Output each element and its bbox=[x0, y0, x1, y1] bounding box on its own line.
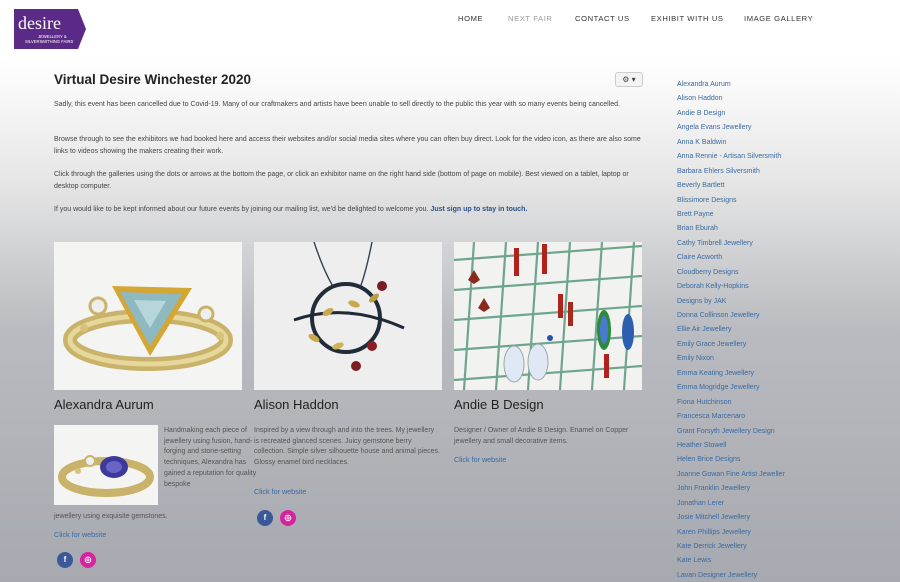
sidebar-exhibitor-link[interactable]: Francesca Marcenaro bbox=[677, 413, 746, 421]
sidebar-exhibitor-link[interactable]: Lavan Designer Jewellery bbox=[677, 571, 758, 579]
andie-b-design-description: Designer / Owner of Andie B Design. Enamel on Copper jewellery and small decorative items. bbox=[454, 427, 629, 445]
sidebar-exhibitor-link[interactable]: Claire Acworth bbox=[677, 254, 723, 262]
site-header bbox=[0, 0, 900, 58]
logo-tagline-1: JEWELLERY & bbox=[38, 34, 67, 39]
sidebar-exhibitor-link[interactable]: Angela Evans Jewellery bbox=[677, 124, 752, 132]
sidebar-exhibitor-link[interactable]: Anna K Baldwin bbox=[677, 138, 727, 146]
alexandra-aurum-description-top: Handmaking each piece of jewellery using fusion, hand-forging and stone-setting techniques, Alexandra has gained a reputation for quality bespoke bbox=[164, 427, 257, 488]
andie-b-design-image[interactable] bbox=[454, 242, 642, 390]
alison-haddon-image[interactable] bbox=[254, 242, 442, 390]
sidebar-exhibitor-link[interactable]: Deborah Kelly-Hopkins bbox=[677, 283, 749, 291]
sidebar-exhibitor-link[interactable]: Heather Stowell bbox=[677, 441, 727, 449]
alexandra-aurum-description-bottom: jewellery using exquisite gemstones. bbox=[54, 513, 168, 520]
sidebar-exhibitor-link[interactable]: Barbara Ehlers Silversmith bbox=[677, 167, 760, 175]
nav-exhibit-with-us[interactable]: EXHIBIT WITH US bbox=[651, 14, 724, 23]
instagram-icon[interactable]: ◎ bbox=[280, 510, 296, 526]
card-title-alexandra-aurum[interactable]: Alexandra Aurum bbox=[54, 397, 154, 412]
sidebar-exhibitor-link[interactable]: Brian Eburah bbox=[677, 225, 718, 233]
alison-haddon-description: Inspired by a view through and into the trees. My jewellery is recreated glanced scenes. Juicy gemstone berry collection. Simple silver silhouette house and animal pieces. Glossy enamel bird necklaces. bbox=[254, 427, 440, 467]
alexandra-aurum-thumbnail[interactable] bbox=[54, 425, 158, 505]
signup-link[interactable]: Just sign up to stay in touch. bbox=[430, 206, 528, 213]
sidebar-exhibitor-link[interactable]: Andie B Design bbox=[677, 109, 726, 117]
sidebar-exhibitor-link[interactable]: Jonathan Lerer bbox=[677, 499, 725, 507]
card-title-alison-haddon[interactable]: Alison Haddon bbox=[254, 397, 339, 412]
sidebar-exhibitor-link[interactable]: Donna Collinson Jewellery bbox=[677, 312, 760, 319]
sidebar-exhibitor-link[interactable]: Blissimore Designs bbox=[677, 196, 737, 204]
sidebar-exhibitor-link[interactable]: Helen Brice Designs bbox=[677, 456, 741, 464]
sidebar-exhibitor-link[interactable]: Karen Phillips Jewellery bbox=[677, 528, 751, 536]
nav-home[interactable]: HOME bbox=[458, 14, 484, 23]
sidebar-exhibitor-link[interactable]: Cloudberry Designs bbox=[677, 268, 739, 276]
sidebar-exhibitor-link[interactable]: Grant Forsyth Jewellery Design bbox=[677, 427, 775, 435]
nav-image-gallery[interactable]: IMAGE GALLERY bbox=[744, 14, 814, 23]
sidebar-exhibitor-link[interactable]: Cathy Timbrell Jewellery bbox=[677, 239, 753, 247]
logo-wordmark: desire bbox=[18, 13, 61, 33]
page-title: Virtual Desire Winchester 2020 bbox=[54, 72, 251, 87]
gear-menu-button[interactable]: ⚙ ▾ bbox=[615, 72, 643, 87]
exhibitor-sidebar bbox=[677, 78, 877, 582]
alison-haddon-website-link[interactable]: Click for website bbox=[254, 487, 307, 496]
mailing-list-text: If you would like to be kept informed about our future events by joining our mailing list, we'd be delighted to welcome you. bbox=[54, 206, 429, 213]
sidebar-exhibitor-link[interactable]: Kate Lewis bbox=[677, 557, 712, 565]
sidebar-exhibitor-link[interactable]: Ellie Air Jewellery bbox=[677, 326, 732, 334]
sidebar-exhibitor-link[interactable]: Emma Keating Jewellery bbox=[677, 369, 755, 377]
sidebar-exhibitor-link[interactable]: Joanne Gowan Fine Artist Jeweller bbox=[677, 470, 785, 478]
instagram-icon[interactable]: ◎ bbox=[80, 552, 96, 568]
sidebar-exhibitor-link[interactable]: Josie Mitchell Jewellery bbox=[677, 514, 751, 522]
facebook-icon[interactable]: f bbox=[257, 510, 273, 526]
nav-contact-us[interactable]: CONTACT US bbox=[575, 14, 630, 23]
sidebar-exhibitor-link[interactable]: Kate Derrick Jewellery bbox=[677, 543, 747, 550]
sidebar-exhibitor-link[interactable]: Beverly Bartlett bbox=[677, 182, 725, 190]
sidebar-exhibitor-link[interactable]: John Franklin Jewellery bbox=[677, 485, 751, 493]
sidebar-exhibitor-link[interactable]: Fiona Hutchinson bbox=[677, 398, 732, 406]
sidebar-exhibitor-link[interactable]: Alexandra Aurum bbox=[677, 81, 731, 88]
facebook-icon[interactable]: f bbox=[57, 552, 73, 568]
sidebar-exhibitor-link[interactable]: Emily Grace Jewellery bbox=[677, 340, 747, 348]
nav-next-fair[interactable]: NEXT FAIR bbox=[508, 14, 553, 23]
card-title-andie-b-design[interactable]: Andie B Design bbox=[454, 397, 544, 412]
sidebar-exhibitor-link[interactable]: Emma Mogridge Jewellery bbox=[677, 384, 760, 392]
andie-b-design-website-link[interactable]: Click for website bbox=[454, 455, 507, 464]
main-nav bbox=[0, 14, 900, 24]
intro-paragraph-4 bbox=[54, 204, 644, 216]
alexandra-aurum-website-link[interactable]: Click for website bbox=[54, 530, 107, 539]
logo-tagline-2: SILVERSMITHING FAIRS bbox=[25, 39, 74, 44]
intro-paragraph-3: Click through the galleries using the dots or arrows at the bottom the page, or click an exhibitor name on the right hand side (bottom of page on mobile). Best viewed on a tablet, laptop or desktop computer. bbox=[54, 171, 629, 190]
intro-paragraph-1: Sadly, this event has been cancelled due to Covid-19. Many of our craftmakers and artists have been unable to sell directly to the public this year with so many events being cancelled. bbox=[54, 101, 621, 108]
intro-paragraph-2: Browse through to see the exhibitors we had booked here and access their websites and/or social media sites where you can often buy direct. Look for the video icon, as there are also some links to videos showing the makers creating their work. bbox=[54, 136, 641, 155]
alexandra-aurum-image[interactable] bbox=[54, 242, 242, 390]
sidebar-exhibitor-link[interactable]: Designs by JAK bbox=[677, 297, 727, 305]
sidebar-exhibitor-link[interactable]: Anna Rennie - Artisan Silversmith bbox=[677, 153, 782, 161]
sidebar-exhibitor-link[interactable]: Brett Payne bbox=[677, 210, 714, 218]
sidebar-exhibitor-link[interactable]: Emily Nixon bbox=[677, 355, 714, 363]
sidebar-exhibitor-link[interactable]: Alison Haddon bbox=[677, 95, 723, 103]
